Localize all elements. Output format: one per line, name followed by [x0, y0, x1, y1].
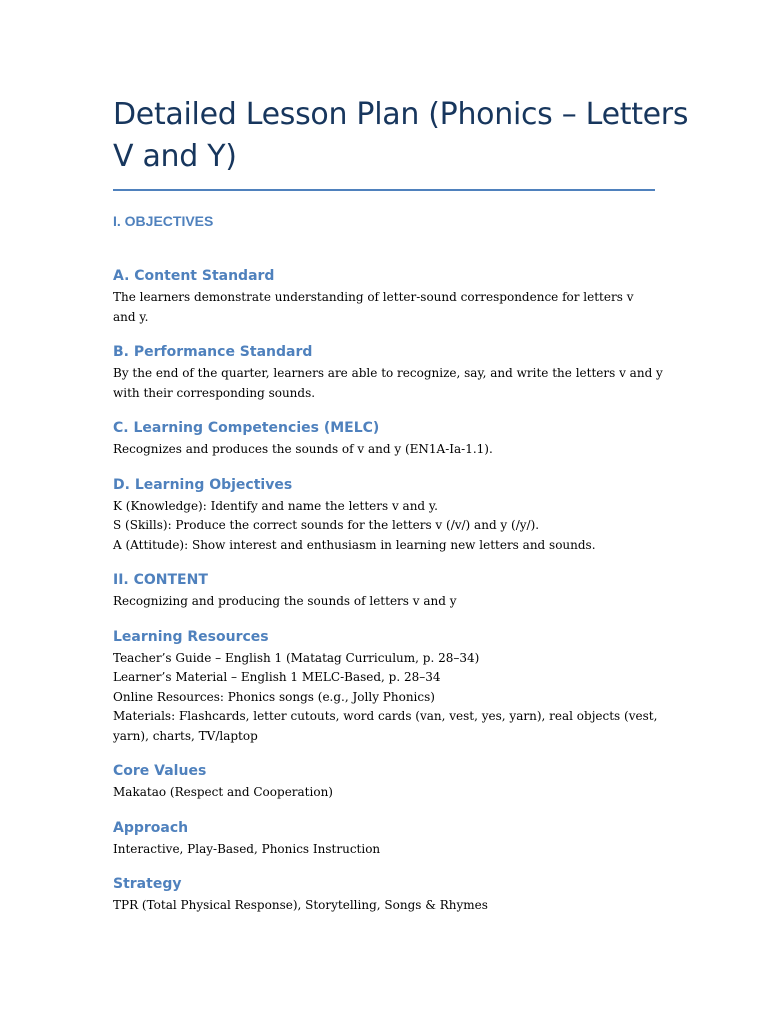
core-values-heading: Core Values	[113, 763, 207, 779]
content-heading: II. CONTENT	[113, 572, 208, 588]
performance-standard-line: with their corresponding sounds.	[113, 385, 316, 400]
content-standard-text: The learners demonstrate understanding of letter-sound correspondence for letters v and y.	[113, 290, 634, 324]
strategy-heading: Strategy	[113, 876, 182, 892]
content-text: Recognizing and producing the sounds of letters v and y	[113, 594, 457, 608]
title-divider	[113, 189, 655, 191]
content-standard-heading: A. Content Standard	[113, 268, 275, 284]
learning-competencies-text: Recognizes and produces the sounds of v and y (EN1A-Ia-1.1).	[113, 442, 493, 456]
page-title	[113, 0, 689, 178]
objectives-heading: I. OBJECTIVES	[113, 213, 214, 229]
core-values-text: Makatao (Respect and Cooperation)	[113, 785, 333, 799]
resource-item: Learner’s Material – English 1 MELC-Based, p. 28–34	[113, 670, 441, 684]
learning-resources-heading: Learning Resources	[113, 628, 269, 645]
objective-knowledge: K (Knowledge): Identify and name the letters v and y.	[113, 498, 438, 513]
title-line-2: V and Y)	[113, 139, 237, 174]
approach-heading: Approach	[113, 819, 189, 836]
performance-standard-heading: B. Performance Standard	[113, 344, 313, 360]
objective-attitude: A (Attitude): Show interest and enthusiasm in learning new letters and sounds.	[113, 537, 596, 552]
learning-competencies-heading: C. Learning Competencies (MELC)	[113, 420, 380, 436]
resource-item: yarn), charts, TV/laptop	[113, 728, 258, 743]
objective-skills: S (Skills): Produce the correct sounds for the letters v (/v/) and y (/y/).	[113, 518, 540, 532]
performance-standard-line: By the end of the quarter, learners are able to recognize, say, and write the letters v and y	[113, 366, 663, 380]
resource-item: Online Resources: Phonics songs (e.g., Jolly Phonics)	[113, 689, 435, 704]
resource-item: Teacher’s Guide – English 1 (Matatag Curriculum, p. 28–34)	[113, 650, 480, 665]
approach-text: Interactive, Play-Based, Phonics Instruction	[113, 841, 381, 856]
title-line-1: Detailed Lesson Plan (Phonics – Letters	[113, 97, 689, 132]
learning-objectives-text	[113, 497, 658, 556]
document-page	[113, 0, 689, 916]
strategy-text: TPR (Total Physical Response), Storytelling, Songs & Rhymes	[113, 898, 488, 912]
learning-resources-text	[113, 649, 658, 747]
learning-objectives-heading: D. Learning Objectives	[113, 476, 293, 493]
performance-standard-text	[113, 364, 663, 403]
resource-item: Materials: Flashcards, letter cutouts, word cards (van, vest, yes, yarn), real objects (vest,	[113, 709, 658, 723]
